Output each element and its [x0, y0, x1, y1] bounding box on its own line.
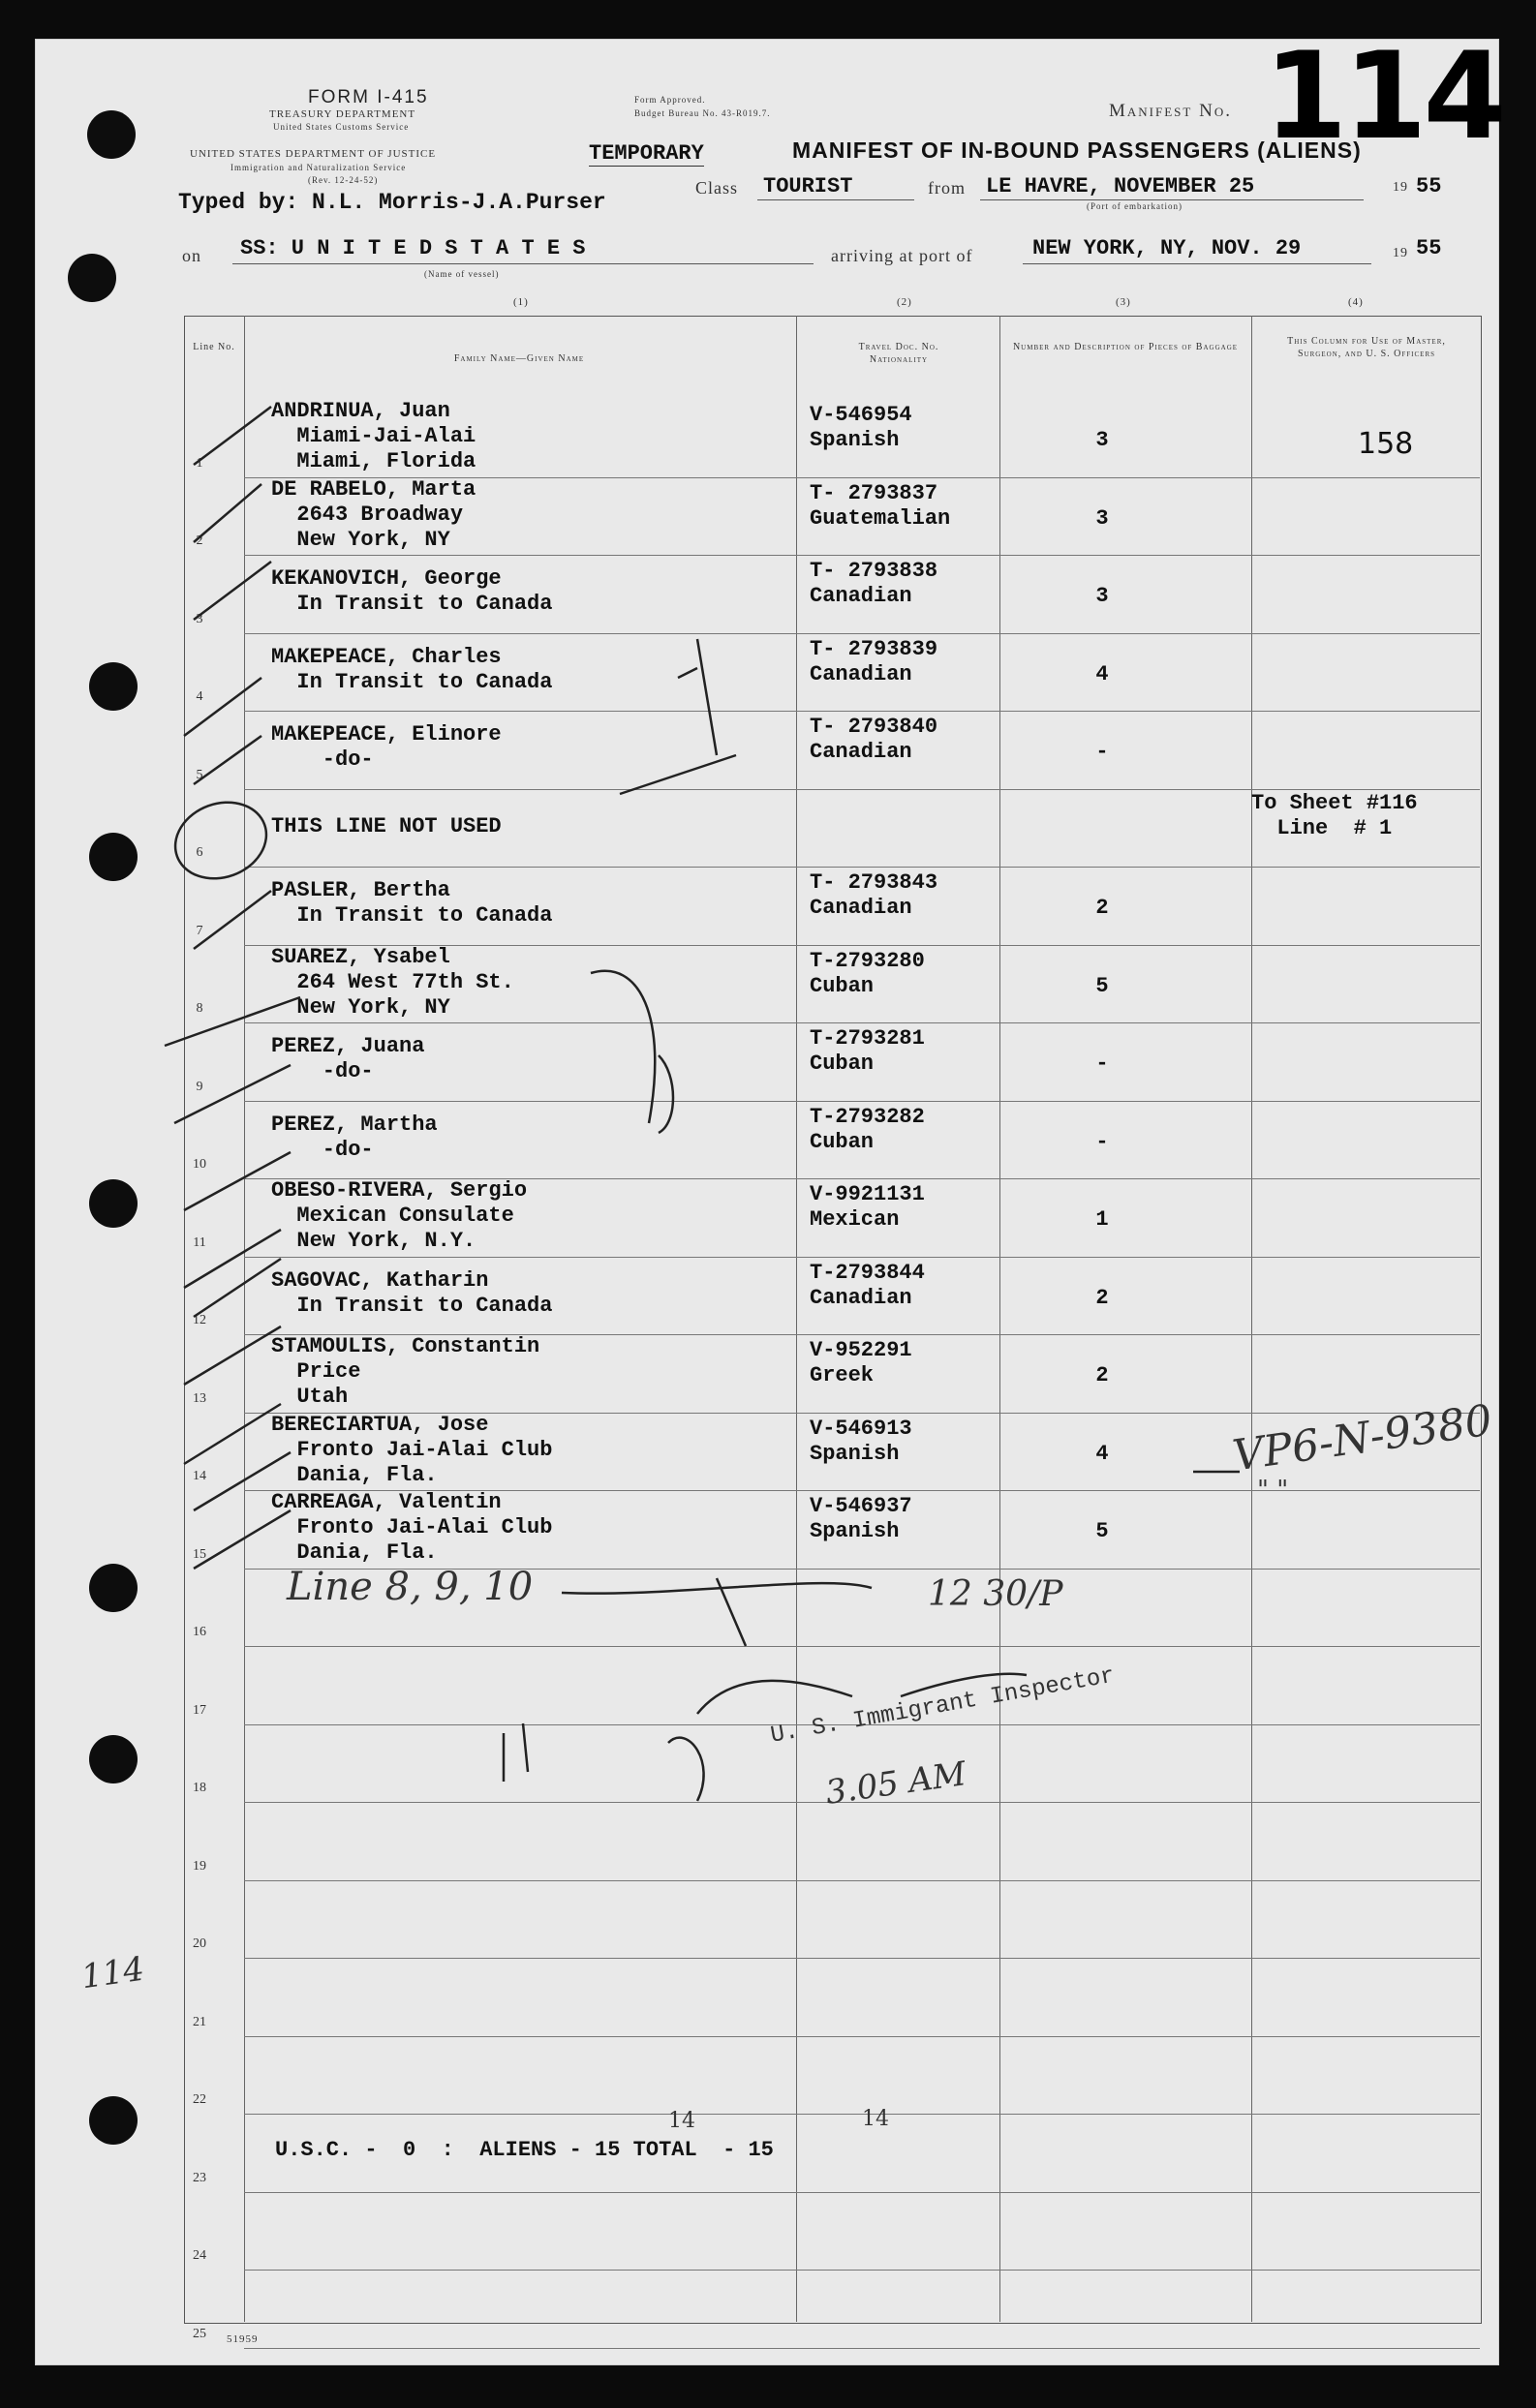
row-line-number: 11 [193, 1234, 206, 1250]
row-line-number: 7 [196, 923, 203, 938]
passenger-address-line: Price [271, 1359, 361, 1384]
nationality: Canadian [810, 896, 912, 920]
total-correction: 14 [862, 2107, 889, 2131]
row-divider [244, 1101, 1480, 1102]
row-divider [244, 2036, 1480, 2037]
travel-doc-number: T- 2793839 [810, 636, 938, 661]
passenger-address-line: Dania, Fla. [271, 1540, 438, 1565]
temporary-label: TEMPORARY [589, 141, 704, 166]
manifest-title: MANIFEST OF IN-BOUND PASSENGERS (ALIENS) [792, 137, 1362, 163]
passenger-name: PEREZ, Juana [271, 1034, 425, 1058]
baggage-count: 4 [1095, 661, 1109, 686]
passenger-name: SAGOVAC, Katharin [271, 1267, 489, 1293]
baggage-count: 5 [1095, 1519, 1109, 1543]
row-line-number: 5 [196, 767, 203, 782]
binder-hole [89, 1564, 138, 1612]
row-line-number: 12 [193, 1313, 206, 1327]
col-number-3: (3) [1116, 296, 1131, 308]
column-divider [796, 316, 797, 2322]
row-line-number: 21 [193, 2014, 206, 2029]
passenger-name: PASLER, Bertha [271, 878, 450, 902]
margin-number: 114 [78, 1949, 147, 1997]
baggage-count: 2 [1095, 896, 1109, 920]
form-number: FORM I-415 [308, 87, 429, 107]
officer-note: 158 [1358, 427, 1414, 461]
travel-doc-number: V-952291 [810, 1338, 912, 1362]
row-divider [244, 2348, 1480, 2349]
passenger-address-line: Dania, Fla. [271, 1462, 438, 1487]
from-value: LE HAVRE, NOVEMBER 25 [986, 174, 1255, 198]
row-divider [244, 789, 1480, 790]
passenger-name: MAKEPEACE, Charles [271, 644, 502, 669]
row-line-number: 16 [193, 1625, 206, 1639]
passenger-address-line: 264 West 77th St. [271, 969, 514, 994]
passenger-address-line: -do- [271, 747, 374, 772]
travel-doc-number: T- 2793837 [810, 480, 938, 505]
arriving-underline [1023, 263, 1371, 264]
nationality: Cuban [810, 1052, 875, 1076]
nationality: Canadian [810, 661, 912, 686]
totals-line: U.S.C. - 0 : ALIENS - 15 TOTAL - 15 [275, 2138, 774, 2162]
passenger-address-line: In Transit to Canada [271, 1293, 553, 1318]
handwritten-visa-note: VP6-N-9380 [1229, 1395, 1495, 1481]
passenger-name: DE RABELO, Marta [271, 476, 476, 502]
header-officers: This Column for Use of Master, Surgeon, and U. S. Officers [1287, 336, 1446, 359]
row-divider [244, 633, 1480, 634]
passenger-address-line: New York, NY [271, 994, 450, 1020]
passenger-address-line: Miami, Florida [271, 449, 476, 473]
baggage-count: 4 [1095, 1441, 1109, 1466]
nationality: Spanish [810, 1519, 900, 1543]
travel-doc-number: V-546954 [810, 403, 912, 427]
class-label: Class [695, 178, 739, 198]
handwritten-ditto: " " [1257, 1476, 1289, 1505]
passenger-name: OBESO-RIVERA, Sergio [271, 1178, 528, 1203]
baggage-count: - [1095, 1052, 1109, 1076]
year-prefix-2: 19 [1393, 246, 1408, 260]
manifest-table [184, 316, 1482, 2324]
year-value-2: 55 [1416, 236, 1442, 260]
binder-hole [89, 1179, 138, 1228]
passenger-address-line: New York, NY [271, 527, 450, 552]
port-embark-label: (Port of embarkation) [1087, 201, 1183, 211]
row-divider [244, 1880, 1480, 1881]
aliens-correction: 14 [668, 2109, 695, 2133]
on-label: on [182, 246, 201, 265]
travel-doc-number: V-546913 [810, 1416, 912, 1441]
row-divider [244, 1646, 1480, 1647]
passenger-address-line: -do- [271, 1059, 374, 1083]
passenger-name: SUAREZ, Ysabel [271, 944, 450, 969]
binder-hole [89, 833, 138, 881]
row-line-number: 25 [193, 2326, 206, 2341]
baggage-count: - [1095, 740, 1109, 764]
nationality: Spanish [810, 1441, 900, 1466]
nationality: Cuban [810, 1129, 875, 1154]
col-number-4: (4) [1348, 296, 1364, 308]
manifest-number: 114 [1264, 27, 1503, 167]
from-label: from [928, 178, 966, 198]
nationality: Spanish [810, 428, 900, 452]
form-code: 51959 [227, 2333, 259, 2345]
passenger-address-line: Fronto Jai-Alai Club [271, 1437, 553, 1462]
column-divider [1251, 316, 1252, 2322]
col-number-2: (2) [897, 296, 912, 308]
column-divider [244, 316, 245, 2322]
travel-doc-number: T-2793282 [810, 1104, 925, 1129]
manifest-no-label: Manifest No. [1109, 101, 1232, 121]
doj-label: UNITED STATES DEPARTMENT OF JUSTICE [190, 148, 437, 160]
row-line-number: 8 [196, 1001, 203, 1016]
vessel-underline [232, 263, 814, 264]
from-underline [980, 199, 1364, 200]
arriving-label: arriving at port of [831, 246, 973, 265]
row-line-number: 4 [196, 689, 203, 704]
passenger-address-line: In Transit to Canada [271, 592, 553, 616]
nationality: Canadian [810, 584, 912, 608]
row-line-number: 6 [196, 845, 203, 860]
travel-doc-number: T-2793844 [810, 1260, 925, 1285]
inspector-time: 3.05 AM [822, 1754, 968, 1813]
year-prefix: 19 [1393, 180, 1408, 195]
nationality: Canadian [810, 1285, 912, 1310]
baggage-count: 2 [1095, 1363, 1109, 1387]
vessel-label: (Name of vessel) [424, 269, 500, 279]
officer-note: To Sheet #116 Line # 1 [1251, 790, 1418, 840]
passenger-name: ANDRINUA, Juan [271, 399, 450, 423]
baggage-count: 5 [1095, 973, 1109, 998]
class-underline [757, 199, 914, 200]
nationality: Mexican [810, 1207, 900, 1232]
header-name: Family Name—Given Name [453, 353, 585, 364]
class-value: TOURIST [763, 174, 853, 198]
nationality: Canadian [810, 740, 912, 764]
nationality: Cuban [810, 973, 875, 998]
handwritten-line-note: Line 8, 9, 10 [287, 1565, 534, 1609]
arriving-value: NEW YORK, NY, NOV. 29 [1032, 236, 1302, 260]
binder-hole [89, 2096, 138, 2145]
header-line-no: Line No. [193, 342, 235, 352]
passenger-address-line: 2643 Broadway [271, 502, 464, 527]
row-divider [244, 1958, 1480, 1959]
passenger-address-line: Utah [271, 1385, 349, 1409]
baggage-count: 3 [1095, 428, 1109, 452]
row-line-number: 3 [196, 611, 203, 626]
row-line-number: 19 [193, 1858, 206, 1874]
row-line-number: 13 [193, 1390, 206, 1406]
passenger-name: STAMOULIS, Constantin [271, 1334, 540, 1358]
row-divider [244, 2270, 1480, 2271]
row-line-number: 9 [196, 1079, 203, 1094]
travel-doc-number: T- 2793843 [810, 870, 938, 895]
rev-label: (Rev. 12-24-52) [308, 175, 379, 185]
row-line-number: 14 [193, 1469, 206, 1483]
nationality: Greek [810, 1363, 875, 1387]
header-baggage: Number and Description of Pieces of Baggage [1012, 342, 1239, 352]
row-divider [244, 555, 1480, 556]
year-value: 55 [1416, 174, 1442, 198]
binder-hole [87, 110, 136, 159]
passenger-name: PEREZ, Martha [271, 1112, 438, 1137]
binder-hole [89, 1735, 138, 1783]
passenger-name: BERECIARTUA, Jose [271, 1412, 489, 1437]
travel-doc-number: V-546937 [810, 1494, 912, 1518]
passenger-name: KEKANOVICH, George [271, 566, 502, 591]
baggage-count: 3 [1095, 505, 1109, 531]
row-line-number: 22 [193, 2092, 206, 2107]
passenger-address-line: Miami-Jai-Alai [271, 424, 476, 448]
row-divider [244, 867, 1480, 868]
passenger-name: CARREAGA, Valentin [271, 1490, 502, 1514]
row-line-number: 1 [196, 455, 203, 471]
nationality: Guatemalian [810, 505, 951, 531]
passenger-name: THIS LINE NOT USED [271, 813, 502, 838]
row-line-number: 10 [193, 1157, 206, 1172]
row-line-number: 15 [193, 1546, 206, 1562]
binder-hole [68, 254, 116, 302]
inspector-stamp: U. S. Immigrant Inspector [768, 1662, 1117, 1750]
binder-hole [89, 662, 138, 711]
baggage-count: 3 [1095, 584, 1109, 608]
passenger-address-line: New York, N.Y. [271, 1229, 476, 1253]
row-divider [244, 2192, 1480, 2193]
row-line-number: 2 [196, 533, 203, 548]
travel-doc-number: V-9921131 [810, 1182, 925, 1206]
passenger-address-line: In Transit to Canada [271, 903, 553, 928]
form-approved: Form Approved. [634, 95, 706, 105]
baggage-count: - [1095, 1129, 1109, 1154]
row-line-number: 18 [193, 1781, 206, 1795]
row-line-number: 20 [193, 1936, 206, 1951]
column-divider [999, 316, 1000, 2322]
handwritten-time-note: 12 30/P [928, 1574, 1063, 1614]
typed-by: Typed by: N.L. Morris-J.A.Purser [178, 190, 606, 215]
passenger-address-line: In Transit to Canada [271, 669, 553, 694]
row-line-number: 23 [193, 2170, 206, 2185]
budget-bureau: Budget Bureau No. 43-R019.7. [634, 108, 771, 118]
travel-doc-number: T-2793281 [810, 1026, 925, 1051]
row-line-number: 24 [193, 2248, 206, 2263]
passenger-address-line: Fronto Jai-Alai Club [271, 1515, 553, 1539]
row-divider [244, 711, 1480, 712]
vessel-name: SS: U N I T E D S T A T E S [240, 236, 586, 260]
row-divider [244, 1022, 1480, 1023]
passenger-address-line: Mexican Consulate [271, 1204, 514, 1228]
row-line-number: 17 [193, 1702, 206, 1718]
customs-label: United States Customs Service [273, 122, 410, 132]
treasury-label: TREASURY DEPARTMENT [269, 108, 416, 120]
travel-doc-number: T- 2793838 [810, 559, 938, 583]
header-travel-doc: Travel Doc. No. Nationality [858, 342, 939, 365]
col-number-1: (1) [513, 296, 529, 308]
passenger-name: MAKEPEACE, Elinore [271, 722, 502, 747]
row-divider [244, 1257, 1480, 1258]
baggage-count: 2 [1095, 1285, 1109, 1310]
ins-label: Immigration and Naturalization Service [230, 163, 407, 172]
baggage-count: 1 [1095, 1207, 1109, 1232]
travel-doc-number: T- 2793840 [810, 715, 938, 739]
passenger-address-line: -do- [271, 1137, 374, 1162]
travel-doc-number: T-2793280 [810, 948, 925, 973]
